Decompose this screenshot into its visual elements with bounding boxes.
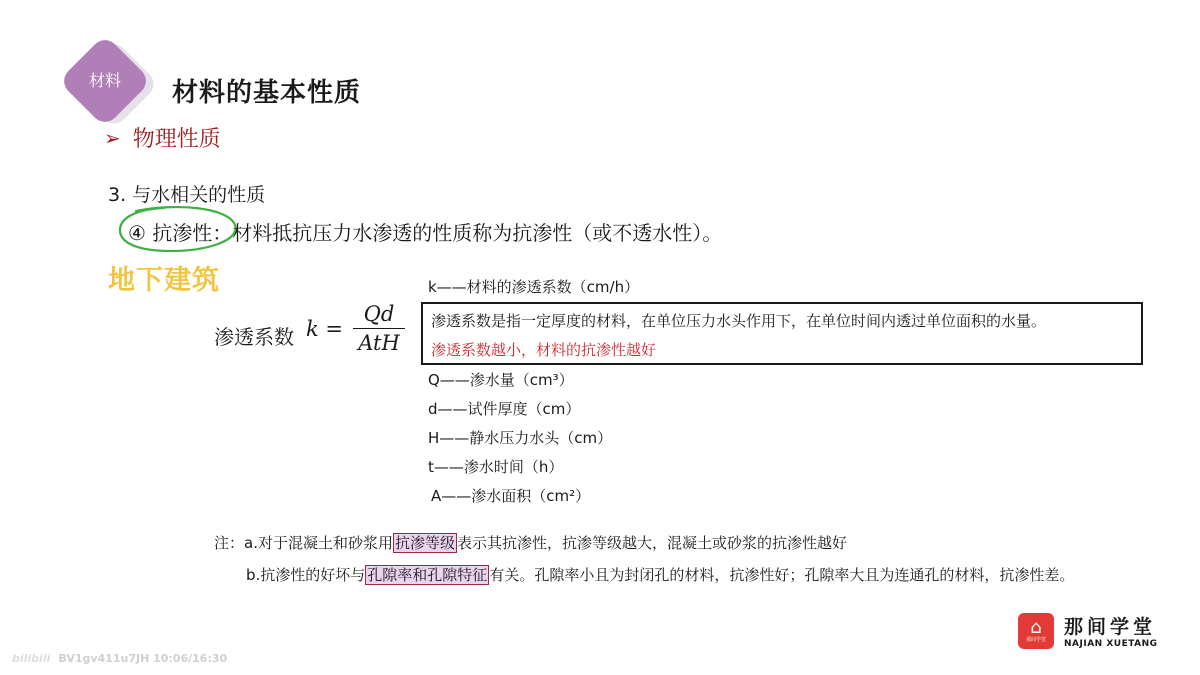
formula-label: 渗透系数 <box>214 325 294 349</box>
page-title: 材料的基本性质 <box>172 78 362 108</box>
video-watermark <box>12 652 227 665</box>
box-highlight: 渗透系数越小，材料的抗渗性越好 <box>431 341 657 359</box>
note-b <box>214 564 1074 596</box>
house-icon: ⌂ 那间学堂 <box>1018 613 1054 649</box>
badge-label: 材料 <box>88 71 121 90</box>
definition-row <box>128 217 722 246</box>
handwritten-annotation: 地下建筑 <box>108 265 220 296</box>
note-a <box>214 532 1074 564</box>
note-a-prefix: 注：a.对于混凝土和砂浆用 <box>214 534 393 552</box>
k-description: k——材料的渗透系数（cm/h） <box>428 278 640 296</box>
section-heading: 3. 与水相关的性质 <box>108 184 266 206</box>
logo-small-text: 那间学堂 <box>1025 636 1046 643</box>
definition-text: 材料抵抗压力水渗透的性质称为抗渗性（或不透水性）。 <box>232 221 723 245</box>
brand-text <box>1064 612 1158 649</box>
variable-item: t——渗水时间（h） <box>428 458 564 476</box>
note-b-highlight: 孔隙率和孔隙特征 <box>367 566 488 584</box>
note-a-highlight: 抗渗等级 <box>394 534 455 552</box>
note-b-prefix: b.抗渗性的好坏与 <box>246 566 366 584</box>
variable-item: Q——渗水量（cm³） <box>428 371 574 389</box>
watermark-text: BV1gv411u7JH 10:06/16:30 <box>58 652 228 665</box>
subtitle-row <box>104 122 221 153</box>
arrow-bullet-icon: ➢ <box>104 125 121 150</box>
box-definition: 渗透系数是指一定厚度的材料，在单位压力水头作用下，在单位时间内透过单位面积的水量。 <box>431 312 1047 330</box>
note-b-suffix: 有关。孔隙率小且为封闭孔的材料，抗渗性好；孔隙率大且为连通孔的材料，抗渗性差。 <box>489 566 1075 584</box>
definition-box <box>421 302 1143 365</box>
brand-name-en: NAJIAN XUETANG <box>1064 639 1158 649</box>
permeability-formula <box>306 302 405 355</box>
definition-term: ④ 抗渗性： <box>128 221 233 245</box>
bilibili-logo: bilibili <box>12 652 51 665</box>
formula-fraction <box>353 302 405 355</box>
brand-logo <box>1018 612 1158 649</box>
formula-lhs: k = <box>306 316 343 341</box>
subtitle: 物理性质 <box>132 127 221 152</box>
note-a-suffix: 表示其抗渗性，抗渗等级越大，混凝土或砂浆的抗渗性越好 <box>456 534 847 552</box>
formula-denominator: AtH <box>358 331 400 355</box>
notes <box>214 532 1074 596</box>
variable-item: H——静水压力水头（cm） <box>428 429 613 447</box>
formula-numerator: Qd <box>363 302 395 326</box>
variable-list <box>428 370 612 515</box>
brand-name-cn: 那间学堂 <box>1064 616 1157 638</box>
variable-item: d——试件厚度（cm） <box>428 400 581 418</box>
variable-item: A——渗水面积（cm²） <box>431 487 591 505</box>
